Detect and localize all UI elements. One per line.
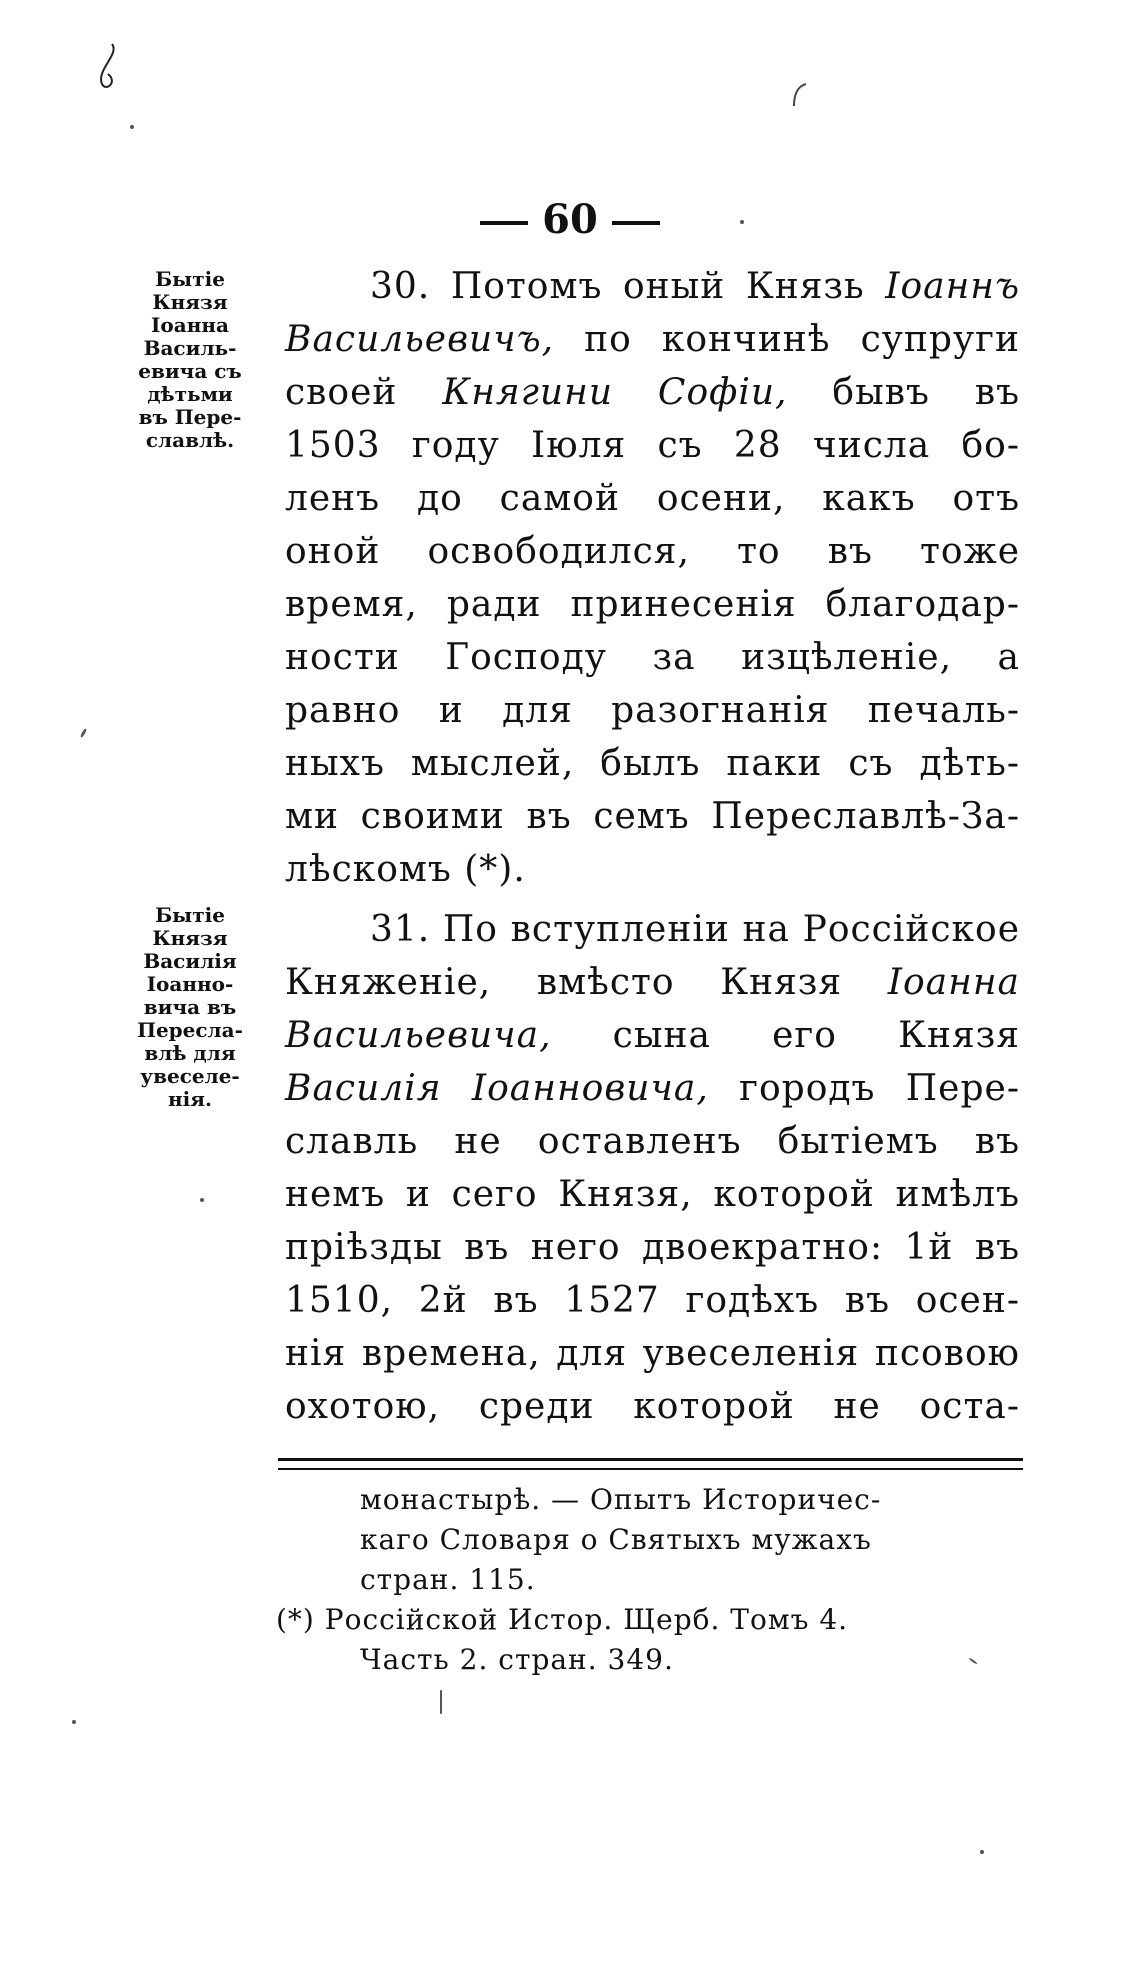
scan-speck xyxy=(200,1198,204,1202)
margin-note-line: Князя xyxy=(152,290,228,314)
dash-left xyxy=(480,221,528,225)
scan-speck xyxy=(740,220,744,224)
margin-note-line: дѣтьми xyxy=(147,382,233,406)
text-line: немъ и сего Князя, которой имѣлъ xyxy=(285,1174,1020,1215)
text-line: 30. Потомъ оный Князь Іоаннъ xyxy=(370,266,1020,307)
footnote-line: (*) Россійской Истор. Щерб. Томъ 4. xyxy=(276,1603,849,1636)
text-line: оной освободился, то въ тоже xyxy=(285,531,1020,572)
pencil-mark-icon xyxy=(790,80,810,110)
margin-note-line: влѣ для xyxy=(144,1041,236,1065)
scan-speck xyxy=(80,728,88,738)
margin-note-line: увеселе- xyxy=(140,1064,240,1088)
text-line: ности Господу за изцѣленіе, а xyxy=(285,637,1020,678)
margin-note-line: евича съ xyxy=(138,359,242,383)
text-line: пріѣзды въ него двоекратно: 1й въ xyxy=(285,1227,1020,1268)
scan-speck xyxy=(980,1850,984,1854)
text-line: лѣскомъ (*). xyxy=(285,849,526,890)
text-line: ныхъ мыслей, былъ паки съ дѣть- xyxy=(285,743,1020,784)
text-line: своей Княгини Софіи, бывъ въ xyxy=(285,372,1020,413)
footnote-line: стран. 115. xyxy=(360,1563,536,1596)
scan-speck xyxy=(130,125,134,129)
margin-note-line: Бытіе xyxy=(155,903,225,927)
pencil-mark-icon xyxy=(90,40,130,100)
text-line: славль не оставленъ бытіемъ въ xyxy=(285,1121,1020,1162)
scan-speck xyxy=(968,1657,977,1664)
margin-note-line: въ Пере- xyxy=(138,405,242,429)
footnote-line: монастырѣ. — Опытъ Историчес- xyxy=(360,1483,882,1516)
margin-note-line: Іоанно- xyxy=(146,972,234,996)
footnote-separator-rule xyxy=(278,1458,1023,1470)
page-number-line xyxy=(0,196,1140,243)
page-number: 60 xyxy=(542,196,598,243)
text-line: ми своими въ семъ Переславлѣ-За- xyxy=(285,796,1020,837)
margin-note-1 xyxy=(120,268,260,452)
margin-note-line: Бытіе xyxy=(155,267,225,291)
text-line: 1503 году Іюля съ 28 числа бо- xyxy=(285,425,1020,466)
text-line: Василія Іоанновича, городъ Пере- xyxy=(285,1068,1020,1109)
margin-note-line: Князя xyxy=(152,926,228,950)
text-line: Васильевича, сына его Князя xyxy=(285,1015,1020,1056)
margin-note-line: Пересла- xyxy=(137,1018,243,1042)
margin-note-line: Василь- xyxy=(143,336,237,360)
text-line: Княженіе, вмѣсто Князя Іоанна xyxy=(285,962,1020,1003)
footnote-line: каго Словаря о Святыхъ мужахъ xyxy=(360,1523,872,1556)
margin-note-line: вича въ xyxy=(143,995,237,1019)
text-line: нія времена, для увеселенія псовою xyxy=(285,1333,1020,1374)
dash-right xyxy=(612,221,660,225)
text-line: время, ради принесенія благодар- xyxy=(285,584,1020,625)
margin-note-line: Василія xyxy=(143,949,237,973)
text-line: ленъ до самой осени, какъ отъ xyxy=(285,478,1020,519)
text-line: равно и для разогнанія печаль- xyxy=(285,690,1020,731)
margin-note-2 xyxy=(120,904,260,1111)
margin-note-line: Іоанна xyxy=(151,313,229,337)
text-line: охотою, среди которой не оста- xyxy=(285,1386,1020,1427)
margin-note-line: нія. xyxy=(168,1087,212,1111)
text-line: Васильевичъ, по кончинѣ супруги xyxy=(285,319,1020,360)
footnote-line: Часть 2. стран. 349. xyxy=(360,1643,674,1676)
margin-note-line: славлѣ. xyxy=(145,428,235,452)
scan-speck xyxy=(72,1720,76,1724)
scan-speck xyxy=(440,1690,442,1714)
text-line: 31. По вступленіи на Россійское xyxy=(370,909,1020,950)
text-line: 1510, 2й въ 1527 годѣхъ въ осен- xyxy=(285,1280,1020,1321)
